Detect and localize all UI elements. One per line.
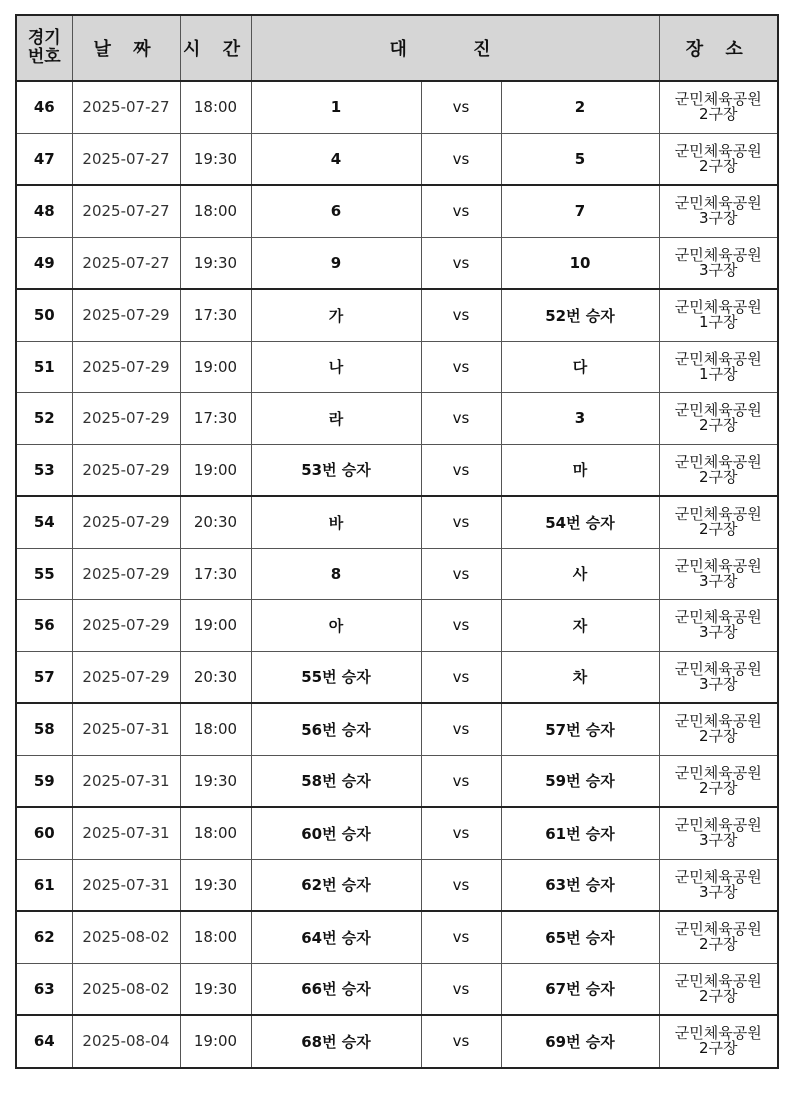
vs-label: vs [421, 237, 501, 289]
venue-cell [659, 133, 778, 185]
venue-cell [659, 703, 778, 755]
vs-label: vs [421, 289, 501, 341]
vs-label: vs [421, 600, 501, 652]
table-row [16, 289, 778, 341]
table-row [16, 600, 778, 652]
venue-park: 군민체육공원 [674, 971, 762, 990]
venue-cell [659, 393, 778, 445]
table-row [16, 341, 778, 393]
venue-cell [659, 600, 778, 652]
away-team-cell: 10 [501, 237, 659, 289]
home-team-cell: 나 [251, 341, 421, 393]
header-venue-label: 장 소 [685, 39, 751, 60]
date-cell: 2025-07-29 [72, 600, 180, 652]
venue-park: 군민체육공원 [674, 401, 762, 420]
venue-cell [659, 859, 778, 911]
vs-label: vs [421, 444, 501, 496]
header-match-label: 대 진 [389, 39, 521, 60]
time-cell: 19:30 [180, 963, 251, 1015]
header-game-no-line1: 경기 [27, 28, 61, 48]
venue-field: 3구장 [698, 831, 738, 850]
game-number-cell: 58 [16, 703, 72, 755]
vs-label: vs [421, 807, 501, 859]
venue-cell [659, 548, 778, 600]
venue-park: 군민체육공원 [674, 867, 762, 886]
header-game-no-line2: 번호 [27, 47, 61, 67]
vs-label: vs [421, 496, 501, 548]
date-cell: 2025-08-04 [72, 1015, 180, 1068]
vs-label: vs [421, 703, 501, 755]
table-row [16, 548, 778, 600]
date-cell: 2025-07-29 [72, 341, 180, 393]
time-cell: 19:30 [180, 133, 251, 185]
header-time-label: 시 간 [182, 39, 249, 60]
away-team-cell: 다 [501, 341, 659, 393]
time-cell: 19:30 [180, 237, 251, 289]
vs-label: vs [421, 911, 501, 963]
time-cell: 19:00 [180, 600, 251, 652]
away-team-cell: 67번 승자 [501, 963, 659, 1015]
date-cell: 2025-07-31 [72, 703, 180, 755]
vs-label: vs [421, 755, 501, 807]
venue-field: 2구장 [698, 156, 738, 175]
game-number-cell: 59 [16, 755, 72, 807]
venue-park: 군민체육공원 [674, 659, 762, 678]
home-team-cell: 9 [251, 237, 421, 289]
header-time [180, 15, 251, 81]
venue-field: 2구장 [698, 105, 738, 124]
table-row [16, 393, 778, 445]
venue-park: 군민체육공원 [674, 763, 762, 782]
date-cell: 2025-07-29 [72, 548, 180, 600]
away-team-cell: 2 [501, 81, 659, 133]
table-row [16, 81, 778, 133]
venue-park: 군민체육공원 [674, 245, 762, 264]
venue-park: 군민체육공원 [674, 920, 762, 939]
time-cell: 19:30 [180, 755, 251, 807]
date-cell: 2025-07-31 [72, 859, 180, 911]
venue-field: 2구장 [698, 986, 738, 1005]
away-team-cell: 57번 승자 [501, 703, 659, 755]
venue-field: 2구장 [698, 778, 738, 797]
home-team-cell: 아 [251, 600, 421, 652]
away-team-cell: 61번 승자 [501, 807, 659, 859]
venue-cell [659, 651, 778, 703]
away-team-cell: 65번 승자 [501, 911, 659, 963]
date-cell: 2025-07-31 [72, 755, 180, 807]
header-game-no [16, 15, 72, 81]
vs-label: vs [421, 651, 501, 703]
home-team-cell: 4 [251, 133, 421, 185]
venue-cell [659, 237, 778, 289]
venue-cell [659, 963, 778, 1015]
venue-field: 3구장 [698, 571, 738, 590]
game-number-cell: 53 [16, 444, 72, 496]
time-cell: 20:30 [180, 496, 251, 548]
venue-park: 군민체육공원 [674, 90, 762, 109]
venue-cell [659, 341, 778, 393]
away-team-cell: 52번 승자 [501, 289, 659, 341]
table-row [16, 755, 778, 807]
table-row [16, 651, 778, 703]
home-team-cell: 6 [251, 185, 421, 237]
venue-cell [659, 185, 778, 237]
away-team-cell: 69번 승자 [501, 1015, 659, 1068]
vs-label: vs [421, 393, 501, 445]
away-team-cell: 59번 승자 [501, 755, 659, 807]
date-cell: 2025-07-29 [72, 393, 180, 445]
venue-park: 군민체육공원 [674, 816, 762, 835]
date-cell: 2025-07-27 [72, 237, 180, 289]
venue-field: 3구장 [698, 882, 738, 901]
away-team-cell: 63번 승자 [501, 859, 659, 911]
table-row [16, 237, 778, 289]
venue-field: 3구장 [698, 260, 738, 279]
game-number-cell: 60 [16, 807, 72, 859]
time-cell: 18:00 [180, 807, 251, 859]
game-number-cell: 50 [16, 289, 72, 341]
home-team-cell: 62번 승자 [251, 859, 421, 911]
game-number-cell: 46 [16, 81, 72, 133]
venue-field: 2구장 [698, 1039, 738, 1058]
game-number-cell: 47 [16, 133, 72, 185]
away-team-cell: 마 [501, 444, 659, 496]
header-date [72, 15, 180, 81]
date-cell: 2025-07-31 [72, 807, 180, 859]
venue-field: 2구장 [698, 416, 738, 435]
match-schedule-table [15, 14, 779, 1069]
venue-cell [659, 289, 778, 341]
venue-field: 2구장 [698, 467, 738, 486]
away-team-cell: 54번 승자 [501, 496, 659, 548]
time-cell: 19:00 [180, 341, 251, 393]
date-cell: 2025-08-02 [72, 963, 180, 1015]
table-row [16, 1015, 778, 1068]
venue-field: 3구장 [698, 623, 738, 642]
away-team-cell: 7 [501, 185, 659, 237]
table-row [16, 911, 778, 963]
venue-park: 군민체육공원 [674, 556, 762, 575]
venue-field: 2구장 [698, 727, 738, 746]
venue-cell [659, 755, 778, 807]
table-row [16, 703, 778, 755]
game-number-cell: 61 [16, 859, 72, 911]
date-cell: 2025-07-27 [72, 81, 180, 133]
table-row [16, 859, 778, 911]
table-row [16, 185, 778, 237]
header-row [16, 15, 778, 81]
venue-park: 군민체육공원 [674, 194, 762, 213]
table-row [16, 133, 778, 185]
away-team-cell: 차 [501, 651, 659, 703]
vs-label: vs [421, 548, 501, 600]
game-number-cell: 49 [16, 237, 72, 289]
table-row [16, 963, 778, 1015]
venue-cell [659, 496, 778, 548]
time-cell: 18:00 [180, 81, 251, 133]
time-cell: 17:30 [180, 548, 251, 600]
home-team-cell: 58번 승자 [251, 755, 421, 807]
header-venue [659, 15, 778, 81]
home-team-cell: 64번 승자 [251, 911, 421, 963]
away-team-cell: 5 [501, 133, 659, 185]
header-date-label: 날 짜 [93, 39, 159, 60]
time-cell: 17:30 [180, 393, 251, 445]
vs-label: vs [421, 859, 501, 911]
vs-label: vs [421, 341, 501, 393]
date-cell: 2025-07-29 [72, 289, 180, 341]
game-number-cell: 54 [16, 496, 72, 548]
table-row [16, 496, 778, 548]
time-cell: 19:00 [180, 444, 251, 496]
venue-field: 3구장 [698, 209, 738, 228]
time-cell: 19:30 [180, 859, 251, 911]
venue-park: 군민체육공원 [674, 349, 762, 368]
home-team-cell: 66번 승자 [251, 963, 421, 1015]
date-cell: 2025-07-29 [72, 651, 180, 703]
game-number-cell: 51 [16, 341, 72, 393]
venue-field: 2구장 [698, 520, 738, 539]
home-team-cell: 바 [251, 496, 421, 548]
game-number-cell: 48 [16, 185, 72, 237]
vs-label: vs [421, 185, 501, 237]
vs-label: vs [421, 81, 501, 133]
header-match [251, 15, 659, 81]
time-cell: 18:00 [180, 185, 251, 237]
time-cell: 18:00 [180, 703, 251, 755]
away-team-cell: 3 [501, 393, 659, 445]
venue-cell [659, 911, 778, 963]
home-team-cell: 60번 승자 [251, 807, 421, 859]
venue-cell [659, 807, 778, 859]
game-number-cell: 56 [16, 600, 72, 652]
venue-cell [659, 1015, 778, 1068]
game-number-cell: 57 [16, 651, 72, 703]
venue-park: 군민체육공원 [674, 1024, 762, 1043]
vs-label: vs [421, 133, 501, 185]
home-team-cell: 1 [251, 81, 421, 133]
date-cell: 2025-07-27 [72, 185, 180, 237]
time-cell: 18:00 [180, 911, 251, 963]
away-team-cell: 사 [501, 548, 659, 600]
home-team-cell: 라 [251, 393, 421, 445]
home-team-cell: 68번 승자 [251, 1015, 421, 1068]
date-cell: 2025-07-29 [72, 496, 180, 548]
game-number-cell: 52 [16, 393, 72, 445]
time-cell: 20:30 [180, 651, 251, 703]
venue-field: 1구장 [698, 364, 738, 383]
game-number-cell: 62 [16, 911, 72, 963]
venue-cell [659, 81, 778, 133]
table-row [16, 444, 778, 496]
home-team-cell: 8 [251, 548, 421, 600]
game-number-cell: 55 [16, 548, 72, 600]
venue-field: 3구장 [698, 674, 738, 693]
home-team-cell: 53번 승자 [251, 444, 421, 496]
venue-park: 군민체육공원 [674, 608, 762, 627]
venue-field: 2구장 [698, 935, 738, 954]
home-team-cell: 56번 승자 [251, 703, 421, 755]
home-team-cell: 가 [251, 289, 421, 341]
table-row [16, 807, 778, 859]
date-cell: 2025-08-02 [72, 911, 180, 963]
venue-park: 군민체육공원 [674, 505, 762, 524]
venue-cell [659, 444, 778, 496]
away-team-cell: 자 [501, 600, 659, 652]
game-number-cell: 64 [16, 1015, 72, 1068]
time-cell: 17:30 [180, 289, 251, 341]
venue-park: 군민체육공원 [674, 712, 762, 731]
date-cell: 2025-07-27 [72, 133, 180, 185]
game-number-cell: 63 [16, 963, 72, 1015]
venue-field: 1구장 [698, 313, 738, 332]
date-cell: 2025-07-29 [72, 444, 180, 496]
venue-park: 군민체육공원 [674, 298, 762, 317]
home-team-cell: 55번 승자 [251, 651, 421, 703]
venue-park: 군민체육공원 [674, 452, 762, 471]
vs-label: vs [421, 963, 501, 1015]
vs-label: vs [421, 1015, 501, 1068]
time-cell: 19:00 [180, 1015, 251, 1068]
venue-park: 군민체육공원 [674, 141, 762, 160]
